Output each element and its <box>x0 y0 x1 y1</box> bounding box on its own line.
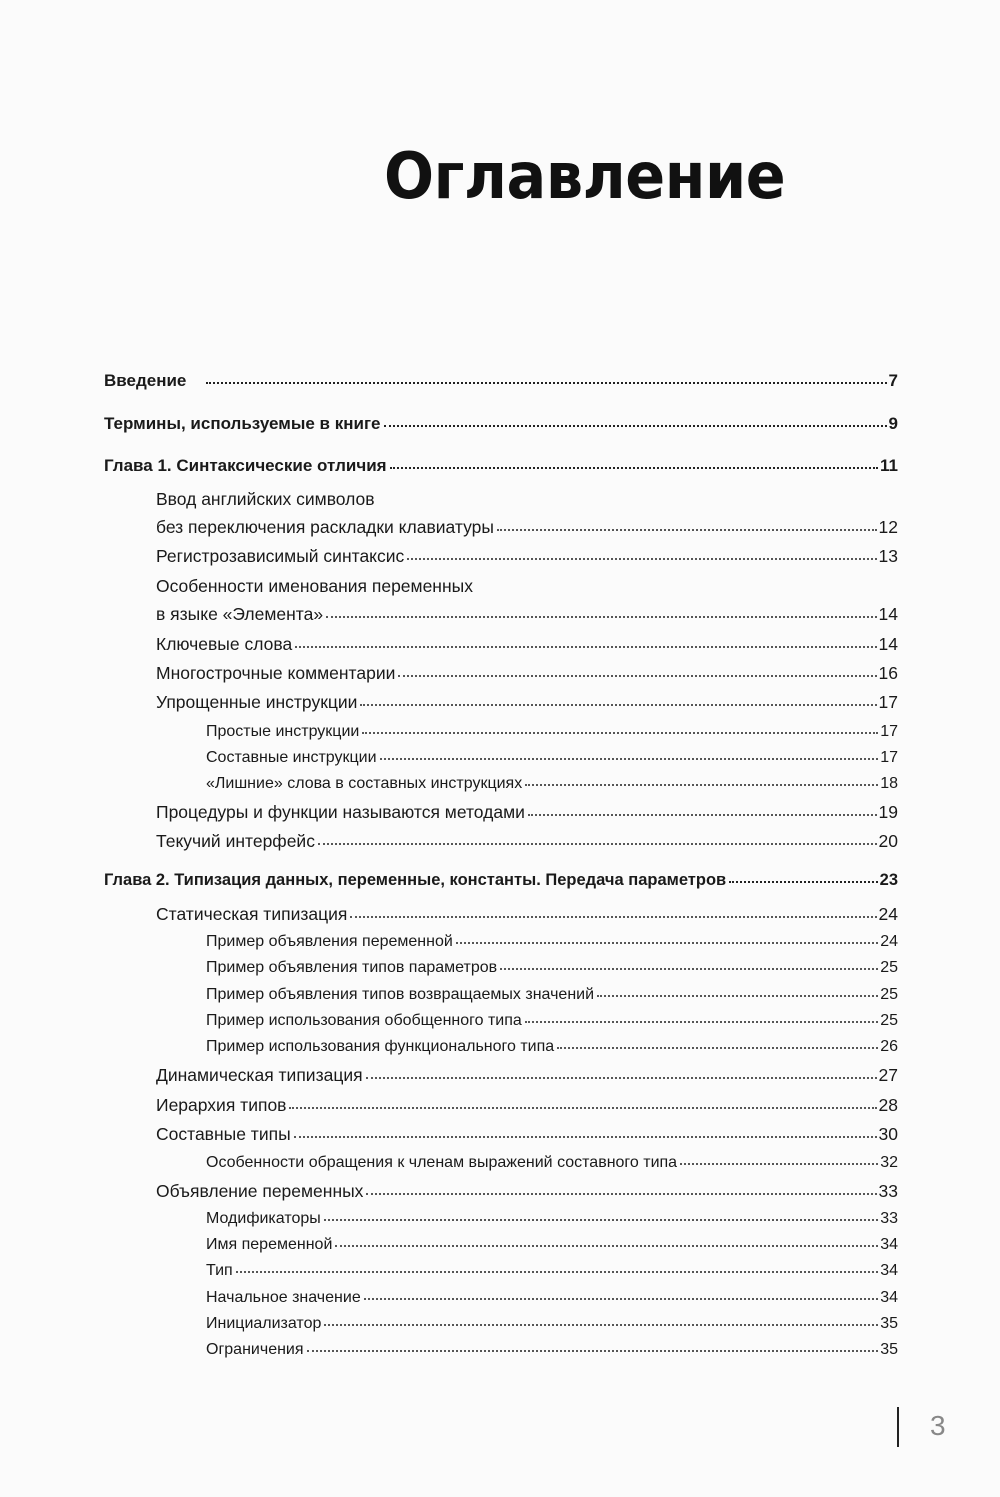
toc-entry-label-line1: Ввод английских символов <box>156 489 375 509</box>
toc-entry[interactable] <box>104 372 898 389</box>
dot-leader <box>326 616 876 618</box>
toc-entry-label: Многострочные комментарии <box>156 663 396 683</box>
dot-leader <box>350 916 876 918</box>
toc-entry-page: 24 <box>878 904 898 924</box>
dot-leader <box>360 704 876 706</box>
toc-subentry[interactable] <box>206 776 898 792</box>
toc-entry-label: Ограничения <box>206 1341 304 1358</box>
toc-entry-page: 9 <box>888 414 898 433</box>
dot-leader <box>398 675 876 677</box>
toc-entry-label: Пример использования обобщенного типа <box>206 1012 522 1029</box>
toc-entry[interactable] <box>156 1067 898 1085</box>
toc-entry-page: 32 <box>880 1154 898 1171</box>
toc-entry[interactable] <box>156 1126 898 1144</box>
toc-entry-label: Начальное значение <box>206 1289 361 1306</box>
dot-leader <box>597 995 878 997</box>
toc-entry-page: 34 <box>880 1236 898 1253</box>
toc-entry[interactable] <box>156 606 898 624</box>
toc-subentry[interactable] <box>206 1237 898 1253</box>
toc-entry-label: Тип <box>206 1262 233 1279</box>
toc-entry-page: 25 <box>880 959 898 976</box>
toc-entry[interactable] <box>156 519 898 537</box>
dot-leader <box>456 942 878 944</box>
toc-entry[interactable] <box>156 906 898 924</box>
dot-leader <box>307 1350 879 1352</box>
toc-subentry[interactable] <box>206 1013 898 1029</box>
toc-entry[interactable] <box>104 415 898 432</box>
toc-entry-label: Ключевые слова <box>156 634 293 654</box>
dot-leader <box>366 1193 876 1195</box>
toc-subentry[interactable] <box>206 934 898 950</box>
toc-entry[interactable] <box>156 636 898 654</box>
toc-entry-label: Особенности обращения к членам выражений составного типа <box>206 1154 678 1171</box>
toc-entry-label: без переключения раскладки клавиатуры <box>156 517 494 537</box>
toc-subentry[interactable] <box>206 1039 898 1055</box>
toc-entry-page: 7 <box>888 371 898 390</box>
toc-entry-label: Пример использования функционального типа <box>206 1038 555 1055</box>
dot-leader <box>362 732 878 734</box>
toc-entry-label: в языке «Элемента» <box>156 604 324 624</box>
toc-entry-page: 30 <box>878 1124 898 1144</box>
toc-entry-page: 17 <box>878 692 898 712</box>
dot-leader <box>729 881 877 883</box>
toc-subentry[interactable] <box>206 1211 898 1227</box>
toc-entry-label: Инициализатор <box>206 1315 322 1332</box>
toc-entry-label: Термины, используемые в книге <box>104 414 381 433</box>
toc-entry-label: Текучий интерфейс <box>156 831 315 851</box>
toc-entry-label: Пример объявления переменной <box>206 933 453 950</box>
toc-entry-page: 23 <box>879 871 898 889</box>
toc-entry-label: Введение <box>104 371 187 390</box>
toc-subentry[interactable] <box>206 1342 898 1358</box>
dot-leader <box>497 529 877 531</box>
toc-entry-page: 24 <box>880 933 898 950</box>
dot-leader <box>500 968 878 970</box>
toc-subentry[interactable] <box>206 987 898 1003</box>
toc-entry-page: 20 <box>878 831 898 851</box>
toc-entry-page: 34 <box>880 1262 898 1279</box>
toc-entry-label: Объявление переменных <box>156 1181 364 1201</box>
dot-leader <box>525 1021 878 1023</box>
toc-entry-label: Простые инструкции <box>206 723 360 740</box>
toc-entry-page: 33 <box>878 1181 898 1201</box>
toc-entry[interactable] <box>156 694 898 712</box>
toc-entry[interactable] <box>156 1183 898 1201</box>
page-number: 3 <box>930 1410 946 1441</box>
toc-entry-label: Глава 1. Синтаксические отличия <box>104 456 387 475</box>
toc-entry[interactable] <box>156 665 898 683</box>
toc-entry-page: 34 <box>880 1289 898 1306</box>
toc-entry-page: 26 <box>880 1038 898 1055</box>
dot-leader <box>206 382 886 384</box>
toc-entry-label: Процедуры и функции называются методами <box>156 802 525 822</box>
toc-entry-label: Регистрозависимый синтаксис <box>156 546 405 566</box>
dot-leader <box>390 467 878 469</box>
toc-subentry[interactable] <box>206 1316 898 1332</box>
toc-entry-label: Модификаторы <box>206 1210 321 1227</box>
toc-entry[interactable] <box>156 1097 898 1115</box>
toc-entry-page: 17 <box>880 723 898 740</box>
toc-entry-label-line1: Особенности именования переменных <box>156 576 473 596</box>
toc-chapter[interactable] <box>104 457 898 474</box>
toc-entry-page: 13 <box>878 546 898 566</box>
page-title: Оглавление <box>384 140 786 214</box>
toc-subentry[interactable] <box>206 1263 898 1279</box>
dot-leader <box>294 1136 877 1138</box>
toc-entry-label: Динамическая типизация <box>156 1065 363 1085</box>
toc-entry[interactable] <box>156 548 898 566</box>
toc-entry[interactable] <box>156 833 898 851</box>
toc-entry-label: Упрощенные инструкции <box>156 692 358 712</box>
toc-entry[interactable] <box>156 804 898 822</box>
toc-subentry[interactable] <box>206 1155 898 1171</box>
dot-leader <box>680 1163 878 1165</box>
dot-leader <box>295 646 876 648</box>
dot-leader <box>380 758 879 760</box>
dot-leader <box>557 1047 878 1049</box>
toc-entry-page: 11 <box>880 456 898 475</box>
toc-subentry[interactable] <box>206 960 898 976</box>
page-marker-rule <box>897 1407 899 1447</box>
dot-leader <box>525 784 878 786</box>
dot-leader <box>324 1219 878 1221</box>
toc-entry-page: 35 <box>880 1315 898 1332</box>
toc-entry-label: «Лишние» слова в составных инструкциях <box>206 775 523 792</box>
toc-entry-page: 35 <box>880 1341 898 1358</box>
toc-entry-page: 28 <box>878 1095 898 1115</box>
toc-entry-label: Имя переменной <box>206 1236 333 1253</box>
toc-entry-label: Статическая типизация <box>156 904 348 924</box>
toc-entry-page: 33 <box>880 1210 898 1227</box>
toc-entry-label: Составные типы <box>156 1124 291 1144</box>
toc-entry-label: Составные инструкции <box>206 749 377 766</box>
toc-entry-label: Иерархия типов <box>156 1095 287 1115</box>
toc-entry-page: 27 <box>878 1065 898 1085</box>
toc-entry-label: Пример объявления типов возвращаемых значений <box>206 986 595 1003</box>
dot-leader <box>528 814 877 816</box>
dot-leader <box>236 1271 879 1273</box>
dot-leader <box>364 1298 878 1300</box>
toc-entry-page: 14 <box>878 634 898 654</box>
toc-entry-label: Глава 2. Типизация данных, переменные, константы. Передача параметров <box>104 871 727 889</box>
toc-chapter[interactable] <box>104 872 898 889</box>
toc-entry-page: 18 <box>880 775 898 792</box>
toc-entry-label: Пример объявления типов параметров <box>206 959 498 976</box>
toc-entry-page: 12 <box>878 517 898 537</box>
toc-entry-page: 16 <box>878 663 898 683</box>
dot-leader <box>335 1245 878 1247</box>
toc-subentry[interactable] <box>206 724 898 740</box>
toc-subentry[interactable] <box>206 750 898 766</box>
dot-leader <box>366 1077 877 1079</box>
toc-entry-page: 25 <box>880 986 898 1003</box>
toc-entry-page: 25 <box>880 1012 898 1029</box>
toc-entry-page: 19 <box>878 802 898 822</box>
dot-leader <box>289 1107 876 1109</box>
toc-entry-page: 14 <box>878 604 898 624</box>
toc-entry-page: 17 <box>880 749 898 766</box>
dot-leader <box>324 1324 878 1326</box>
dot-leader <box>384 425 887 427</box>
toc-subentry[interactable] <box>206 1290 898 1306</box>
dot-leader <box>318 843 877 845</box>
dot-leader <box>407 558 876 560</box>
